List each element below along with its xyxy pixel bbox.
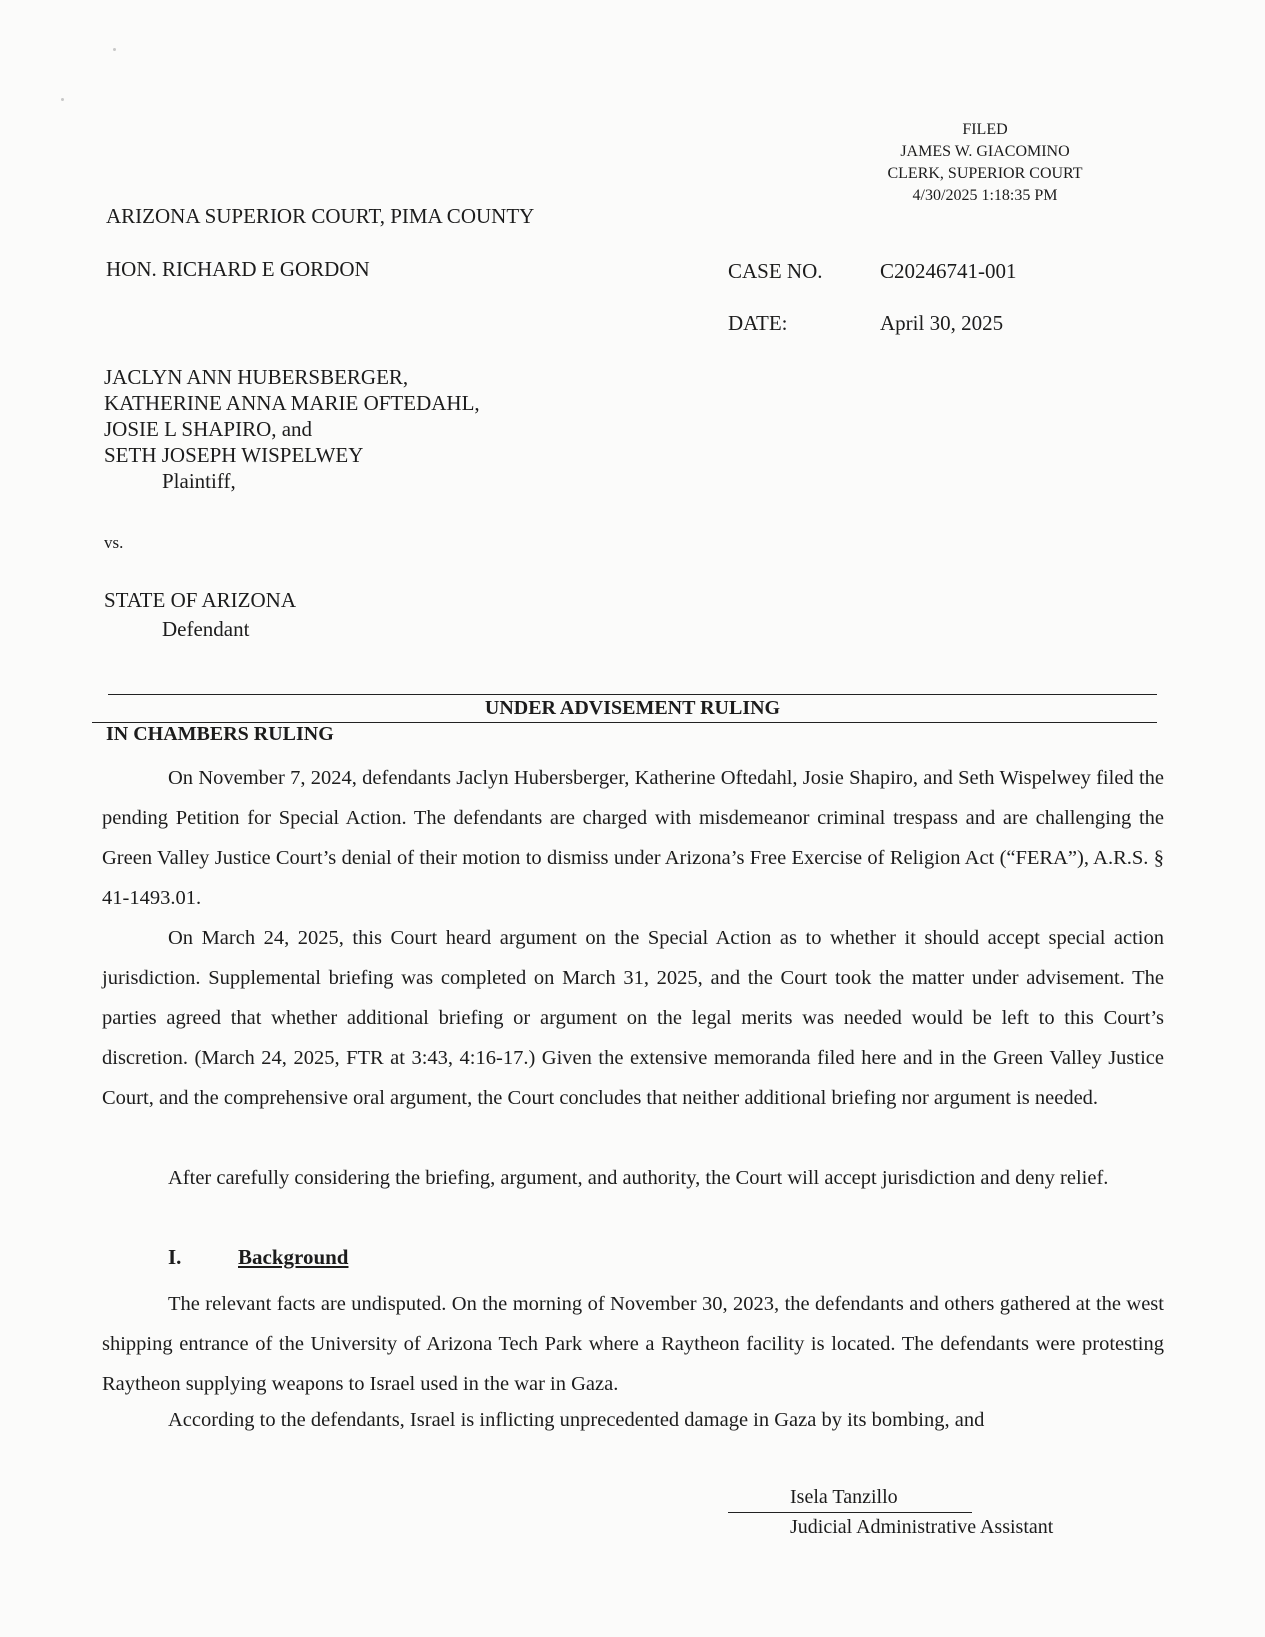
- court-name: ARIZONA SUPERIOR COURT, PIMA COUNTY: [106, 204, 535, 228]
- defendant-role: Defendant: [162, 617, 250, 641]
- date-value: April 30, 2025: [880, 311, 1004, 335]
- versus: vs.: [104, 533, 124, 552]
- defendant-name: STATE OF ARIZONA: [104, 588, 296, 612]
- plaintiff-name: SETH JOSEPH WISPELWEY: [104, 443, 364, 467]
- filed-stamp-timestamp: 4/30/2025 1:18:35 PM: [912, 187, 1058, 204]
- judge-name: HON. RICHARD E GORDON: [106, 257, 370, 281]
- plaintiff-role: Plaintiff,: [162, 469, 236, 493]
- signature-line: [728, 1512, 972, 1513]
- ruling-subtitle: IN CHAMBERS RULING: [106, 723, 334, 745]
- case-number-value: C20246741-001: [880, 259, 1017, 283]
- section-heading: Background: [238, 1245, 349, 1269]
- date-label: DATE:: [728, 311, 788, 335]
- filed-stamp-clerk-title: CLERK, SUPERIOR COURT: [887, 165, 1083, 182]
- plaintiff-name: JOSIE L SHAPIRO, and: [104, 417, 313, 441]
- scan-speck: [61, 98, 64, 101]
- signature-title: Judicial Administrative Assistant: [790, 1516, 1054, 1538]
- section-number: I.: [168, 1245, 182, 1269]
- case-number-label: CASE NO.: [728, 259, 823, 283]
- ruling-title: UNDER ADVISEMENT RULING: [484, 697, 781, 719]
- body-paragraph: On November 7, 2024, defendants Jaclyn Hubersberger, Katherine Oftedahl, Josie Shapiro, and Seth Wispelwey filed the pending Petition for Special Action. The defendants are charged with misdemeanor criminal trespass and are challenging the Green Valley Justice Court’s denial of their motion to dismiss under Arizona’s Free Exercise of Religion Act (“FERA”), A.R.S. § 41-1493.01.: [102, 767, 1164, 909]
- body-paragraph: According to the defendants, Israel is inflicting unprecedented damage in Gaza by its bombing, and: [168, 1409, 985, 1431]
- body-paragraph: On March 24, 2025, this Court heard argument on the Special Action as to whether it should accept special action jurisdiction. Supplemental briefing was completed on March 31, 2025, and the Court took the matter under advisement. The parties agreed that whether additional briefing or argument on the legal merits was needed would be left to this Court’s discretion. (March 24, 2025, FTR at 3:43, 4:16-17.) Given the extensive memoranda filed here and in the Green Valley Justice Court, and the comprehensive oral argument, the Court concludes that neither additional briefing nor argument is needed.: [102, 927, 1164, 1109]
- scan-speck: [113, 48, 116, 51]
- filed-stamp-line: FILED: [962, 121, 1008, 138]
- plaintiff-name: KATHERINE ANNA MARIE OFTEDAHL,: [104, 391, 480, 415]
- plaintiff-name: JACLYN ANN HUBERSBERGER,: [104, 365, 409, 389]
- body-paragraph: After carefully considering the briefing, argument, and authority, the Court will accept jurisdiction and deny relief.: [168, 1167, 1109, 1189]
- body-paragraph: The relevant facts are undisputed. On the morning of November 30, 2023, the defendants and others gathered at the west shipping entrance of the University of Arizona Tech Park where a Raytheon facility is located. The defendants were protesting Raytheon supplying weapons to Israel used in the war in Gaza.: [102, 1293, 1164, 1395]
- filed-stamp-clerk-name: JAMES W. GIACOMINO: [900, 143, 1070, 160]
- signature-name: Isela Tanzillo: [790, 1486, 898, 1508]
- title-rule-top: [108, 694, 1157, 695]
